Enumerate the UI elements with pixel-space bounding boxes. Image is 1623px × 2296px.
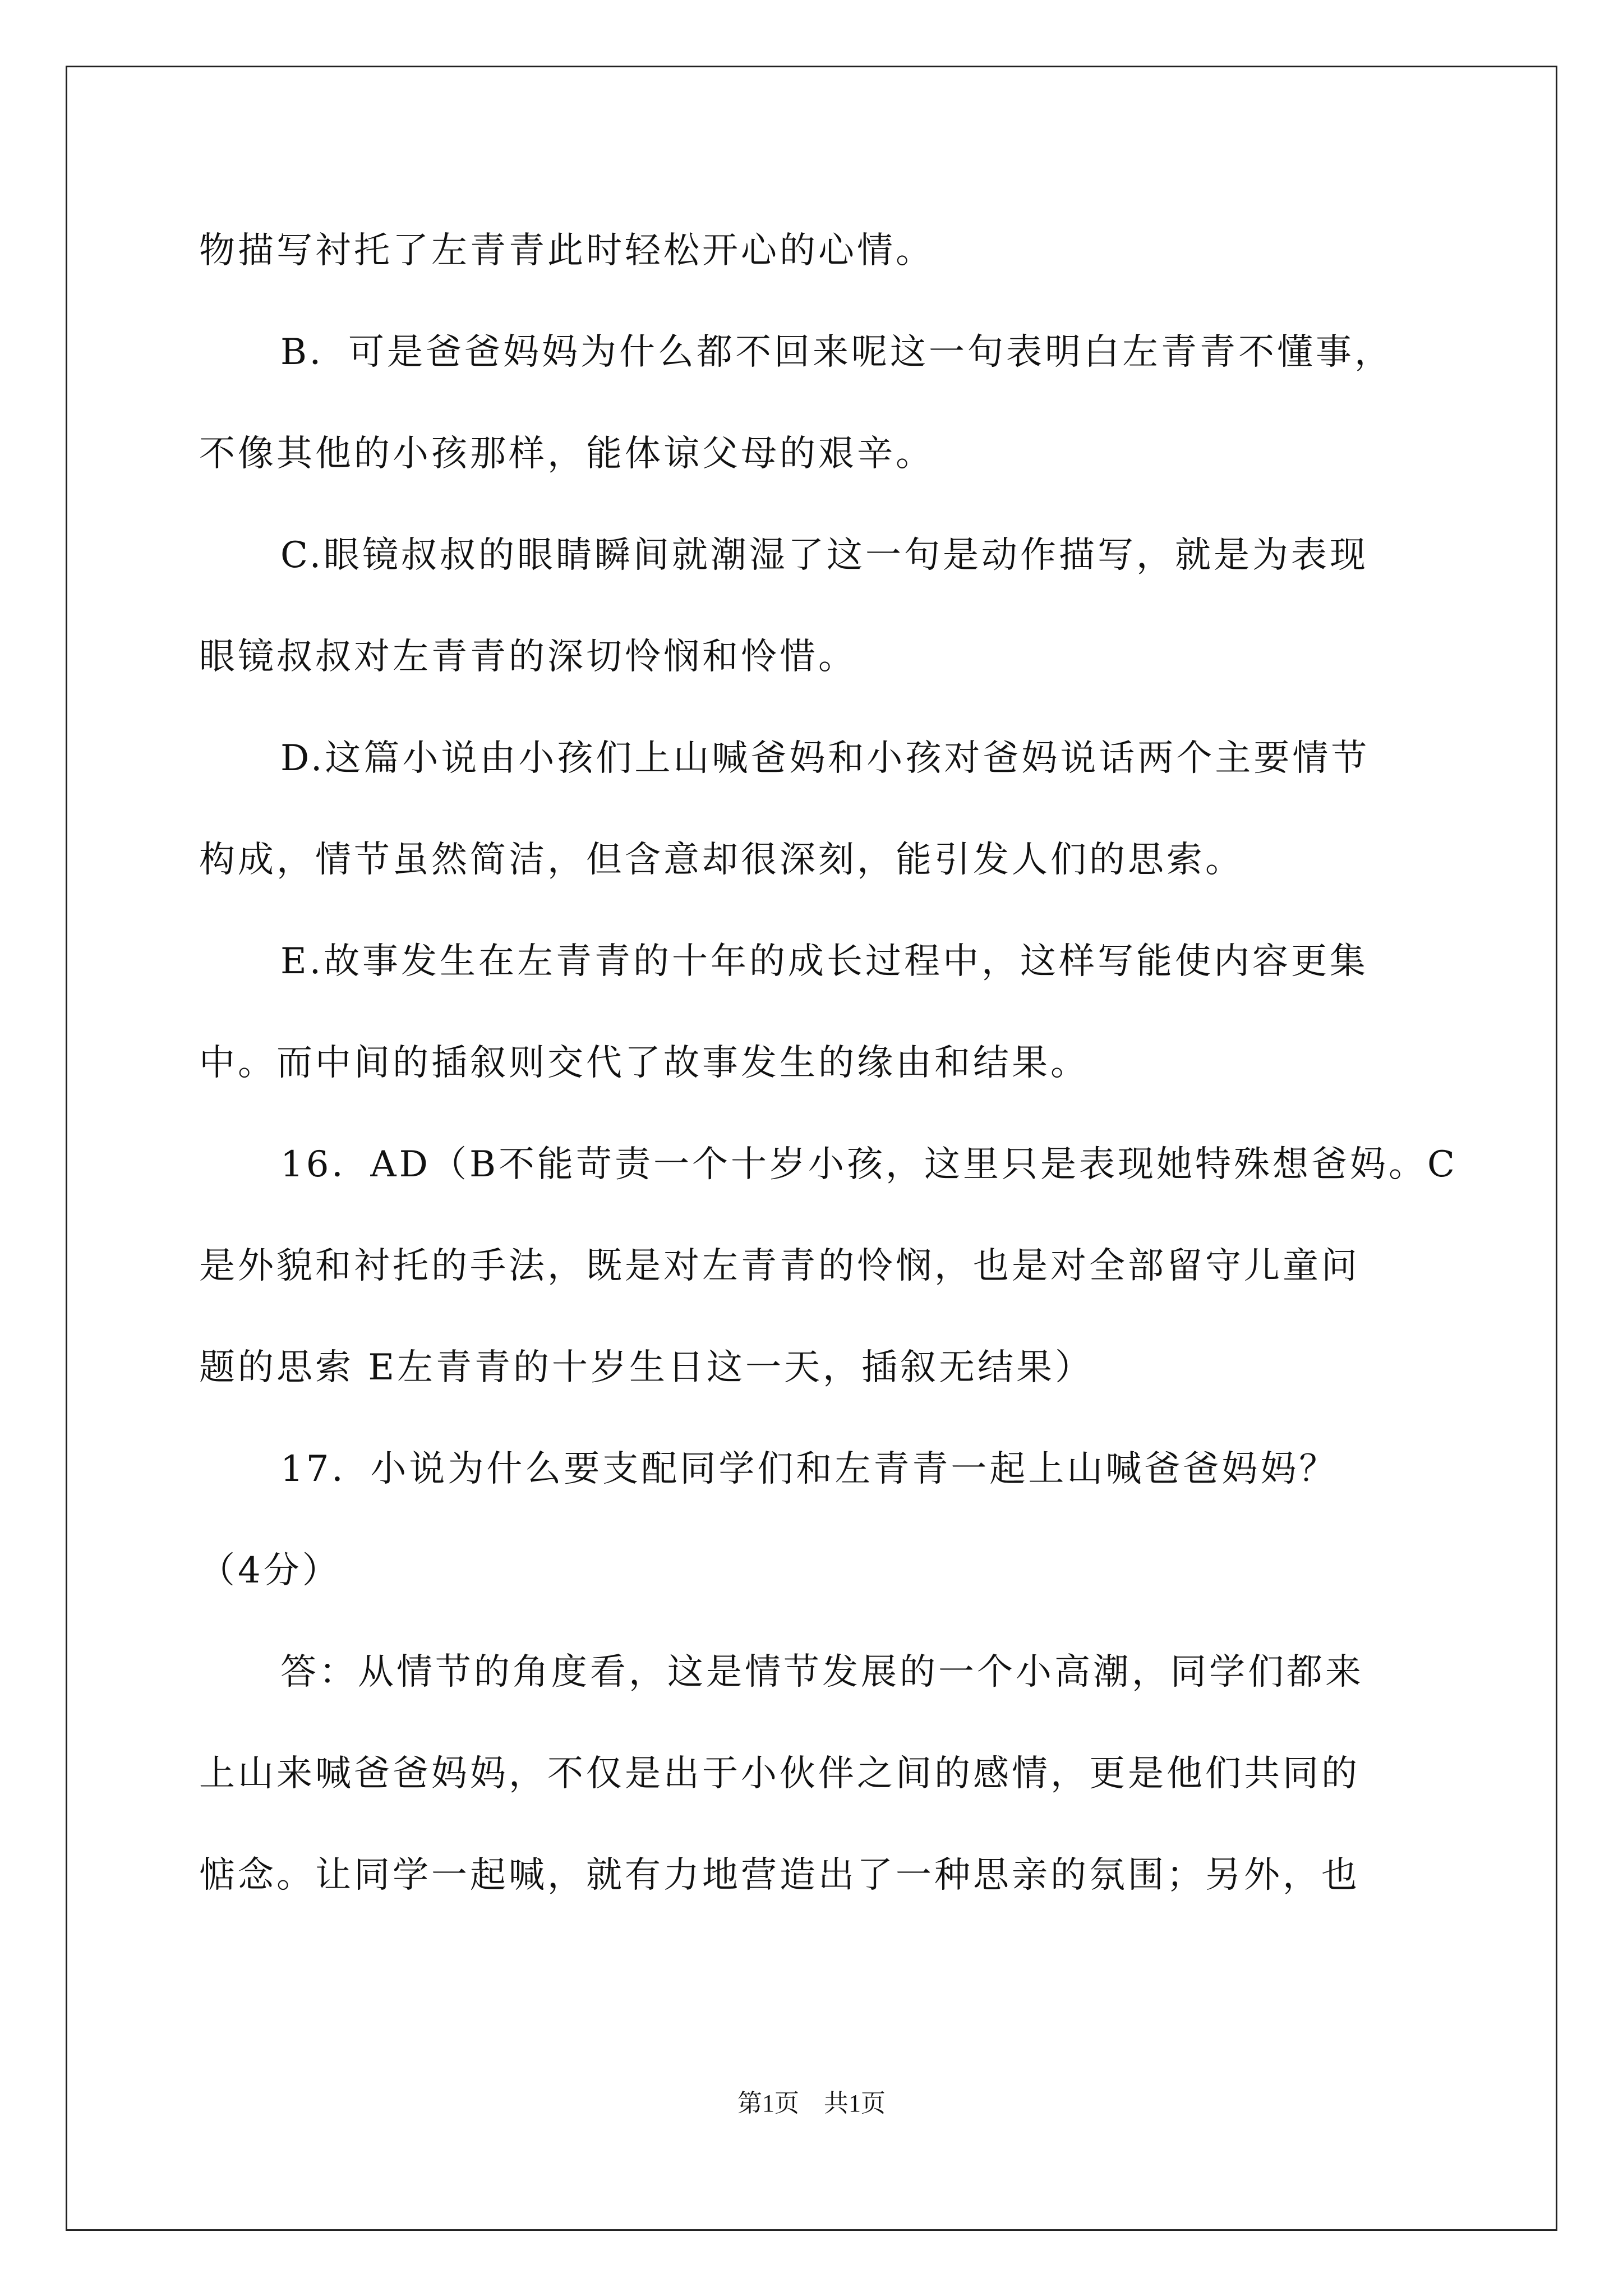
text-line: 16．AD（B不能苛责一个十岁小孩，这里只是表现她特殊想爸妈。C	[280, 1144, 1458, 1185]
text-line: 答：从情节的角度看，这是情节发展的一个小高潮，同学们都来	[280, 1651, 1364, 1693]
text-line: 物描写衬托了左青青此时轻松开心的心情。	[199, 230, 934, 272]
text-line: 构成，情节虽然简洁，但含意却很深刻，能引发人们的思索。	[199, 839, 1244, 881]
text-line: E.故事发生在左青青的十年的成长过程中，这样写能使内容更集	[280, 941, 1369, 982]
text-line: B．可是爸爸妈妈为什么都不回来呢这一句表明白左青青不懂事，	[280, 332, 1394, 373]
text-line: 不像其他的小孩那样，能体谅父母的艰辛。	[199, 433, 934, 475]
text-line: 17．小说为什么要支配同学们和左青青一起上山喊爸爸妈妈？	[280, 1448, 1338, 1490]
text-line: 惦念。让同学一起喊，就有力地营造出了一种思亲的氛围；另外，也	[199, 1855, 1360, 1896]
text-line: 是外貌和衬托的手法，既是对左青青的怜悯，也是对全部留守儿童问	[199, 1245, 1360, 1287]
text-line: C.眼镜叔叔的眼睛瞬间就潮湿了这一句是动作描写，就是为表现	[280, 535, 1369, 576]
text-line: 中。而中间的插叙则交代了故事发生的缘由和结果。	[199, 1042, 1089, 1084]
text-line: 题的思索 E左青青的十岁生日这一天，插叙无结果）	[199, 1347, 1094, 1388]
text-line: 眼镜叔叔对左青青的深切怜悯和怜惜。	[199, 636, 857, 678]
page-footer: 第1页 共1页	[737, 2090, 886, 2117]
text-line: 上山来喊爸爸妈妈，不仅是出于小伙伴之间的感情，更是他们共同的	[199, 1753, 1360, 1795]
text-line: （4分）	[199, 1550, 341, 1591]
text-line: D.这篇小说由小孩们上山喊爸妈和小孩对爸妈说话两个主要情节	[280, 738, 1370, 779]
